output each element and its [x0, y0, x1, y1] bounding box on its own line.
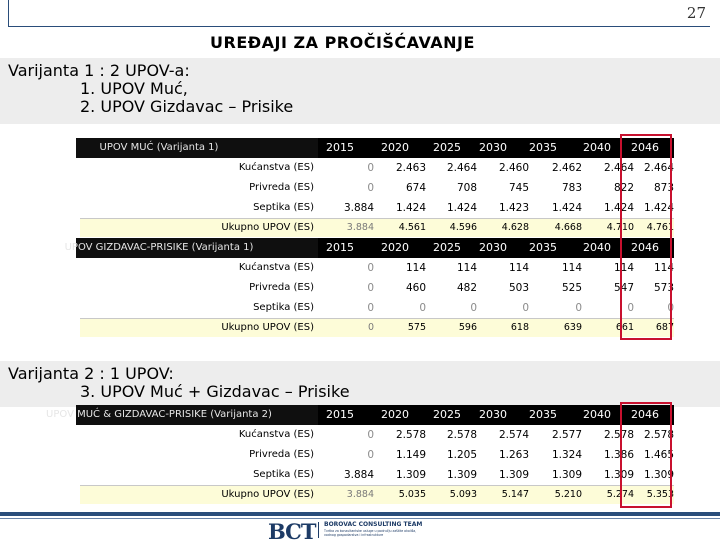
table-row [0, 198, 720, 218]
year-header-2030: 2030 [479, 408, 507, 421]
value-cell-2046: 0 [667, 302, 674, 314]
value-cell-2030: 2.574 [498, 429, 529, 441]
value-cell-2046: 573 [653, 282, 674, 294]
year-header-2015: 2015 [326, 408, 354, 421]
value-cell-2020: 460 [405, 282, 426, 294]
table-row [0, 465, 720, 485]
value-cell-2015: 0 [367, 322, 374, 333]
variant-1-heading-block [0, 58, 720, 124]
highlight-box-2046-v2 [620, 402, 672, 508]
value-cell-2030: 2.460 [498, 162, 529, 174]
value-cell-2035: 525 [561, 282, 582, 294]
variant-1-heading: Varijanta 1 : 2 UPOV-a: [8, 61, 190, 80]
value-cell-2025: 2.464 [446, 162, 477, 174]
value-cell-2015: 3.884 [346, 222, 374, 233]
value-cell-2020: 1.424 [395, 202, 426, 214]
value-cell-2025: 596 [458, 322, 477, 333]
year-header-2020: 2020 [381, 141, 409, 154]
table-header-row [0, 238, 720, 258]
year-header-2035: 2035 [529, 141, 557, 154]
value-cell-2040: 1.386 [603, 449, 634, 461]
company-name: BOROVAC CONSULTING TEAM [324, 521, 423, 528]
row-label: Ukupno UPOV (ES) [221, 322, 314, 333]
value-cell-2015: 0 [367, 182, 374, 194]
table-total-row [0, 485, 720, 505]
year-header-2025: 2025 [433, 408, 461, 421]
value-cell-2046: 4.761 [646, 222, 674, 233]
value-cell-2035: 2.577 [551, 429, 582, 441]
value-cell-2015: 0 [367, 302, 374, 314]
company-tagline: Tvrtka za konzultantske usluge u području zaštite okoliša, vodnog gospodarstva i infrastrukture [324, 529, 417, 537]
table-row [0, 178, 720, 198]
table-row [0, 158, 720, 178]
year-header-2025: 2025 [433, 241, 461, 254]
header-rule [8, 26, 710, 27]
page-number: 27 [686, 4, 706, 22]
value-cell-2015: 0 [367, 449, 374, 461]
value-cell-2046: 2.578 [643, 429, 674, 441]
row-label: Kućanstva (ES) [238, 262, 314, 273]
value-cell-2020: 674 [405, 182, 426, 194]
value-cell-2025: 0 [470, 302, 477, 314]
value-cell-2030: 503 [508, 282, 529, 294]
value-cell-2040: 822 [613, 182, 634, 194]
value-cell-2020: 2.463 [395, 162, 426, 174]
value-cell-2040: 2.578 [603, 429, 634, 441]
value-cell-2025: 1.205 [446, 449, 477, 461]
year-header-2040: 2040 [583, 408, 611, 421]
table-title: UPOV GIZDAVAC-PRISIKE (Varijanta 1) [64, 242, 254, 253]
row-label: Septika (ES) [253, 469, 314, 480]
value-cell-2046: 687 [655, 322, 674, 333]
table-header-row [0, 405, 720, 425]
value-cell-2015: 3.884 [343, 469, 374, 481]
value-cell-2035: 783 [561, 182, 582, 194]
row-label: Septika (ES) [253, 202, 314, 213]
year-header-2030: 2030 [479, 141, 507, 154]
footer-line [0, 518, 720, 519]
year-header-2015: 2015 [326, 241, 354, 254]
value-cell-2035: 1.324 [551, 449, 582, 461]
year-header-2040: 2040 [583, 241, 611, 254]
value-cell-2015: 0 [367, 162, 374, 174]
value-cell-2025: 2.578 [446, 429, 477, 441]
table-row [0, 278, 720, 298]
table-total-row [0, 218, 720, 238]
variant-2-heading: Varijanta 2 : 1 UPOV: [8, 364, 174, 383]
value-cell-2040: 2.464 [603, 162, 634, 174]
value-cell-2020: 1.149 [395, 449, 426, 461]
value-cell-2020: 1.309 [395, 469, 426, 481]
value-cell-2020: 0 [419, 302, 426, 314]
table-row [0, 298, 720, 318]
value-cell-2046: 1.465 [643, 449, 674, 461]
year-header-2030: 2030 [479, 241, 507, 254]
row-label: Privreda (ES) [249, 282, 314, 293]
value-cell-2046: 873 [653, 182, 674, 194]
variant-2-item-1: 3. UPOV Muć + Gizdavac – Prisike [80, 382, 350, 401]
year-header-2035: 2035 [529, 241, 557, 254]
table-header-row [0, 138, 720, 158]
value-cell-2025: 5.093 [449, 489, 477, 500]
value-cell-2015: 0 [367, 429, 374, 441]
footer-rule [0, 512, 720, 516]
value-cell-2035: 1.309 [551, 469, 582, 481]
row-label: Privreda (ES) [249, 449, 314, 460]
page-title: UREĐAJI ZA PROČIŠĆAVANJE [210, 33, 475, 52]
table-row [0, 445, 720, 465]
value-cell-2040: 1.424 [603, 202, 634, 214]
value-cell-2035: 114 [561, 262, 582, 274]
value-cell-2040: 547 [613, 282, 634, 294]
value-cell-2046: 1.309 [643, 469, 674, 481]
year-header-2040: 2040 [583, 141, 611, 154]
value-cell-2025: 114 [456, 262, 477, 274]
value-cell-2035: 4.668 [554, 222, 582, 233]
value-cell-2030: 1.309 [498, 469, 529, 481]
bct-logo: BCT [268, 519, 316, 540]
row-label: Septika (ES) [253, 302, 314, 313]
value-cell-2020: 4.561 [398, 222, 426, 233]
value-cell-2046: 114 [653, 262, 674, 274]
table-title: UPOV MUĆ & GIZDAVAC-PRISIKE (Varijanta 2) [46, 409, 272, 420]
value-cell-2040: 661 [615, 322, 634, 333]
year-header-2020: 2020 [381, 408, 409, 421]
year-header-2046: 2046 [631, 408, 659, 421]
row-label: Kućanstva (ES) [238, 162, 314, 173]
value-cell-2020: 114 [405, 262, 426, 274]
value-cell-2035: 639 [563, 322, 582, 333]
highlight-box-2046-v1 [620, 134, 672, 340]
value-cell-2040: 1.309 [603, 469, 634, 481]
value-cell-2030: 0 [522, 302, 529, 314]
value-cell-2015: 3.884 [346, 489, 374, 500]
value-cell-2030: 1.423 [498, 202, 529, 214]
year-header-2025: 2025 [433, 141, 461, 154]
logo-divider [318, 522, 319, 538]
row-label: Kućanstva (ES) [238, 429, 314, 440]
value-cell-2025: 1.309 [446, 469, 477, 481]
value-cell-2040: 0 [627, 302, 634, 314]
year-header-2020: 2020 [381, 241, 409, 254]
value-cell-2035: 0 [575, 302, 582, 314]
value-cell-2030: 114 [508, 262, 529, 274]
value-cell-2025: 4.596 [449, 222, 477, 233]
year-header-2046: 2046 [631, 141, 659, 154]
year-header-2035: 2035 [529, 408, 557, 421]
value-cell-2030: 745 [508, 182, 529, 194]
value-cell-2046: 1.424 [643, 202, 674, 214]
value-cell-2015: 0 [367, 262, 374, 274]
value-cell-2025: 1.424 [446, 202, 477, 214]
value-cell-2020: 5.035 [398, 489, 426, 500]
table-title: UPOV MUĆ (Varijanta 1) [99, 142, 219, 153]
value-cell-2015: 3.884 [343, 202, 374, 214]
variant-1-item-2: 2. UPOV Gizdavac – Prisike [80, 97, 294, 116]
value-cell-2035: 5.210 [554, 489, 582, 500]
value-cell-2030: 4.628 [501, 222, 529, 233]
value-cell-2040: 114 [613, 262, 634, 274]
value-cell-2046: 2.464 [643, 162, 674, 174]
year-header-2015: 2015 [326, 141, 354, 154]
row-label: Privreda (ES) [249, 182, 314, 193]
value-cell-2040: 5.274 [606, 489, 634, 500]
value-cell-2015: 0 [367, 282, 374, 294]
table-row [0, 425, 720, 445]
value-cell-2046: 5.353 [646, 489, 674, 500]
table-row [0, 258, 720, 278]
value-cell-2040: 4.710 [606, 222, 634, 233]
year-header-2046: 2046 [631, 241, 659, 254]
value-cell-2020: 2.578 [395, 429, 426, 441]
value-cell-2035: 1.424 [551, 202, 582, 214]
header-left-rule [8, 0, 9, 26]
value-cell-2030: 618 [510, 322, 529, 333]
value-cell-2030: 1.263 [498, 449, 529, 461]
value-cell-2025: 708 [456, 182, 477, 194]
row-label: Ukupno UPOV (ES) [221, 222, 314, 233]
variant-1-item-1: 1. UPOV Muć, [80, 79, 188, 98]
table-total-row [0, 318, 720, 338]
variant-2-heading-block [0, 361, 720, 407]
value-cell-2020: 575 [407, 322, 426, 333]
value-cell-2035: 2.462 [551, 162, 582, 174]
row-label: Ukupno UPOV (ES) [221, 489, 314, 500]
value-cell-2030: 5.147 [501, 489, 529, 500]
value-cell-2025: 482 [456, 282, 477, 294]
